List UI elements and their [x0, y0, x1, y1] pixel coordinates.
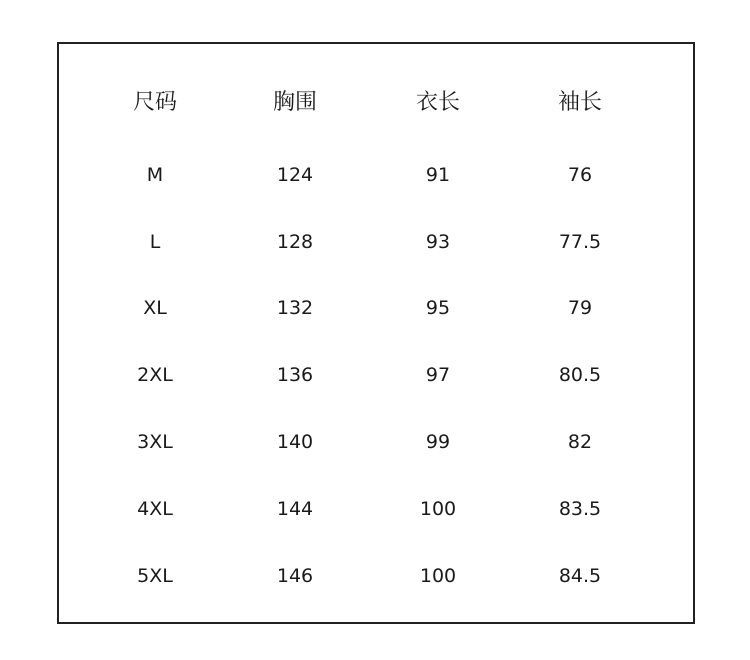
length-cell: 100 — [419, 565, 457, 587]
sleeve-cell: 79 — [567, 297, 593, 319]
length-cell: 91 — [425, 164, 451, 186]
sleeve-cell: 77.5 — [558, 231, 602, 253]
sleeve-cell: 82 — [567, 431, 593, 453]
chest-cell: 132 — [276, 297, 314, 319]
header-size: 尺码 — [132, 90, 177, 115]
header-sleeve: 袖长 — [557, 90, 602, 115]
table-row — [59, 360, 693, 390]
size-cell: 5XL — [137, 565, 173, 587]
sleeve-cell: 76 — [567, 164, 593, 186]
table-row — [59, 427, 693, 457]
size-cell: M — [146, 164, 164, 186]
header-chest: 胸围 — [272, 90, 317, 115]
chest-cell: 128 — [276, 231, 314, 253]
length-cell: 97 — [425, 364, 451, 386]
table-row — [59, 160, 693, 190]
length-cell: 100 — [419, 498, 457, 520]
sleeve-cell: 84.5 — [558, 565, 602, 587]
table-row — [59, 561, 693, 591]
size-cell: XL — [143, 297, 167, 319]
length-cell: 93 — [425, 231, 451, 253]
length-cell: 99 — [425, 431, 451, 453]
chest-cell: 124 — [276, 164, 314, 186]
sleeve-cell: 80.5 — [558, 364, 602, 386]
table-header-row — [59, 88, 693, 118]
table-row — [59, 293, 693, 323]
chest-cell: 146 — [276, 565, 314, 587]
table-row — [59, 494, 693, 524]
table-row — [59, 227, 693, 257]
length-cell: 95 — [425, 297, 451, 319]
chest-cell: 144 — [276, 498, 314, 520]
chest-cell: 140 — [276, 431, 314, 453]
size-cell: 2XL — [137, 364, 173, 386]
sleeve-cell: 83.5 — [558, 498, 602, 520]
size-cell: 4XL — [137, 498, 173, 520]
size-cell: 3XL — [137, 431, 173, 453]
chest-cell: 136 — [276, 364, 314, 386]
header-length: 衣长 — [415, 90, 460, 115]
size-chart-table — [57, 42, 695, 624]
size-cell: L — [149, 231, 161, 253]
